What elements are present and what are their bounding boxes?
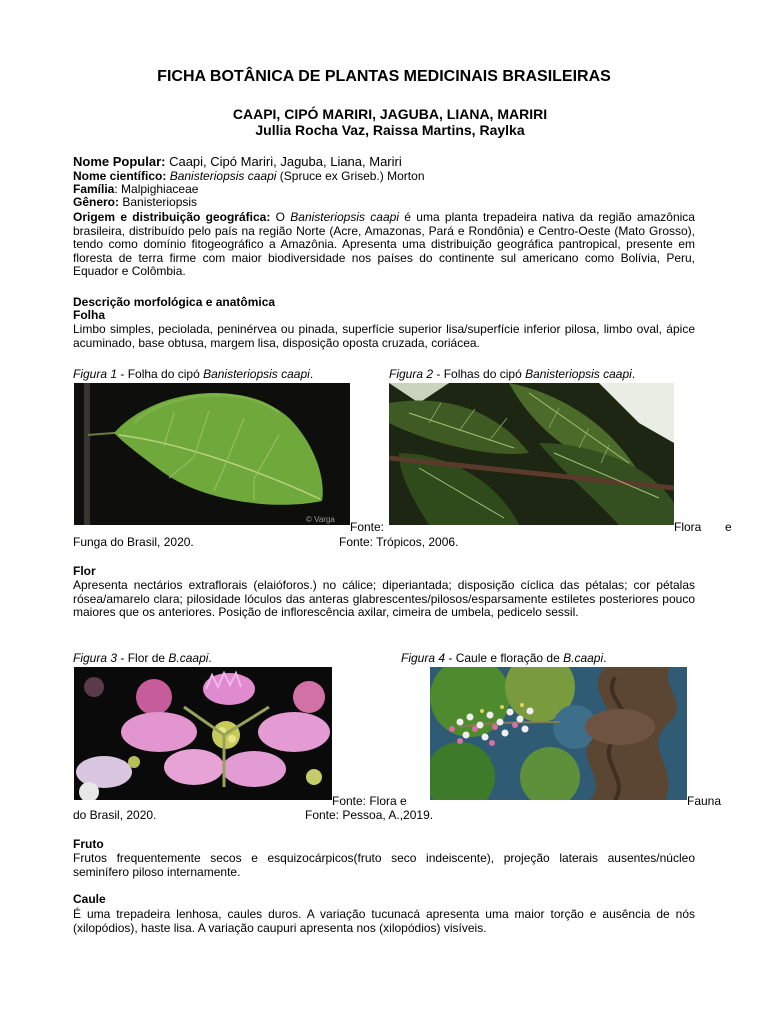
origin-text: é uma planta trepadeira nativa da região amazônica brasileira, distribuído pelo país na região Norte (Acre, Amazonas, Pará e Rondônia) e Centro-Oeste (Mato Grosso), tendo como domínio fitogeográfico a Amazônia. Apresenta uma distribuição geográfica pantropical, presente em floresta de terra firme com maior biodiversidade nos países do continente sul americano como Bolívia, Peru, Equador e Colômbia. xyxy=(73,210,695,279)
genus-line xyxy=(73,196,695,210)
stem-paragraph: É uma trepadeira lenhosa, caules duros. A variação tucunacá apresenta uma maior torção e ausência de nós (xilopódios), haste lisa. A variação caupuri apresenta nos (xilopódios) visíveis. xyxy=(73,907,695,935)
figure-2-source: Fonte: Trópicos, 2006. xyxy=(339,535,459,549)
figure-2-foliage-image xyxy=(389,383,674,525)
leaf-heading: Folha xyxy=(73,308,105,322)
figure-3-source-fonte: Fonte: Flora e xyxy=(332,794,407,808)
figure-1-italic: Banisteriopsis caapi xyxy=(203,367,310,381)
stem-heading: Caule xyxy=(73,892,106,906)
figure-1-source-flora: Flora xyxy=(674,520,702,534)
figure-2-text: - Folhas do cipó xyxy=(433,367,526,381)
flower-paragraph: Apresenta nectários extraflorais (elaióforos.) no cálice; diperiantada; disposição cíclica das pétalas; cor pétalas rósea/amarelo clara; pilosidade lóculos das anteras glabrescentes/pilosos/esparsamente estiletes posteriores pouco maiores que os anteriores. Posição de inflorescência axilar, cimeira de umbela, pedicelo sessil. xyxy=(73,578,695,620)
popular-name-value: Caapi, Cipó Mariri, Jaguba, Liana, Mariri xyxy=(165,154,402,169)
scientific-name-label: Nome científico: xyxy=(73,169,167,183)
figure-2-italic: Banisteriopsis caapi xyxy=(525,367,632,381)
origin-italic: Banisteriopsis caapi xyxy=(290,210,399,224)
figure-2-label: Figura 2 xyxy=(389,367,434,381)
scientific-name-italic: Banisteriopsis caapi xyxy=(169,169,277,183)
figure-4-end: . xyxy=(603,651,607,665)
figure-4-italic: B.caapi xyxy=(563,651,604,665)
fruit-paragraph: Frutos frequentemente secos e esquizocárpicos(fruto seco indeiscente), projeção laterais ausentes/núcleo seminífero piloso internamente. xyxy=(73,851,695,879)
origin-label: Origem e distribuição geográfica: xyxy=(73,210,271,224)
figure-3-source-fauna: Fauna xyxy=(687,794,722,808)
figure-1-text: - Folha do cipó xyxy=(117,367,204,381)
figure-4-caption xyxy=(401,651,606,665)
family-label: Família xyxy=(73,182,115,196)
document-title: FICHA BOTÂNICA DE PLANTAS MEDICINAIS BRASILEIRAS xyxy=(157,68,611,85)
figure-3-text: - Flor de xyxy=(117,651,169,665)
plant-names-subtitle: CAAPI, CIPÓ MARIRI, JAGUBA, LIANA, MARIRI xyxy=(232,106,548,122)
genus-value: Banisteriopsis xyxy=(119,195,198,209)
figure-1-source-e: e xyxy=(725,520,732,534)
origin-paragraph xyxy=(73,211,695,279)
figure-1-label: Figura 1 xyxy=(73,367,118,381)
figure-3-caption xyxy=(73,651,212,665)
authors-line: Jullia Rocha Vaz, Raissa Martins, Raylka xyxy=(255,122,525,138)
figure-4-source: Fonte: Pessoa, A.,2019. xyxy=(305,808,434,822)
figure-3-source-line2: do Brasil, 2020. xyxy=(73,808,157,822)
popular-name-label: Nome Popular: xyxy=(73,154,166,169)
figure-4-label: Figura 4 xyxy=(401,651,446,665)
figure-1-caption xyxy=(73,367,313,381)
figure-1-watermark: © Varga xyxy=(306,515,335,524)
figure-1-source-line2: Funga do Brasil, 2020. xyxy=(73,535,194,549)
figure-4-stem-image xyxy=(430,667,687,800)
figure-3-italic: B.caapi xyxy=(168,651,209,665)
scientific-name-rest: (Spruce ex Griseb.) Morton xyxy=(276,169,425,183)
figure-1-end: . xyxy=(309,367,314,381)
family-value: : Malpighiaceae xyxy=(114,182,199,196)
flower-heading: Flor xyxy=(73,564,96,578)
figure-2-end: . xyxy=(631,367,636,381)
figure-4-text: - Caule e floração de xyxy=(445,651,564,665)
genus-label: Gênero: xyxy=(73,195,120,209)
figure-1-leaf-image xyxy=(74,383,350,525)
figure-3-label: Figura 3 xyxy=(73,651,118,665)
leaf-paragraph: Limbo simples, peciolada, peninérvea ou pinada, superfície superior lisa/superfície inferior pilosa, limbo oval, ápice acuminado, base obtusa, margem lisa, disposição oposta cruzada, coriácea. xyxy=(73,322,695,350)
figure-2-caption xyxy=(389,367,635,381)
fruit-heading: Fruto xyxy=(73,837,104,851)
figure-1-source-fonte: Fonte: xyxy=(350,520,385,534)
origin-pre: O xyxy=(270,210,291,224)
figure-3-flower-image xyxy=(74,667,332,800)
figure-3-end: . xyxy=(208,651,212,665)
morphology-heading: Descrição morfológica e anatômica xyxy=(73,295,276,309)
popular-name-line xyxy=(73,155,695,169)
